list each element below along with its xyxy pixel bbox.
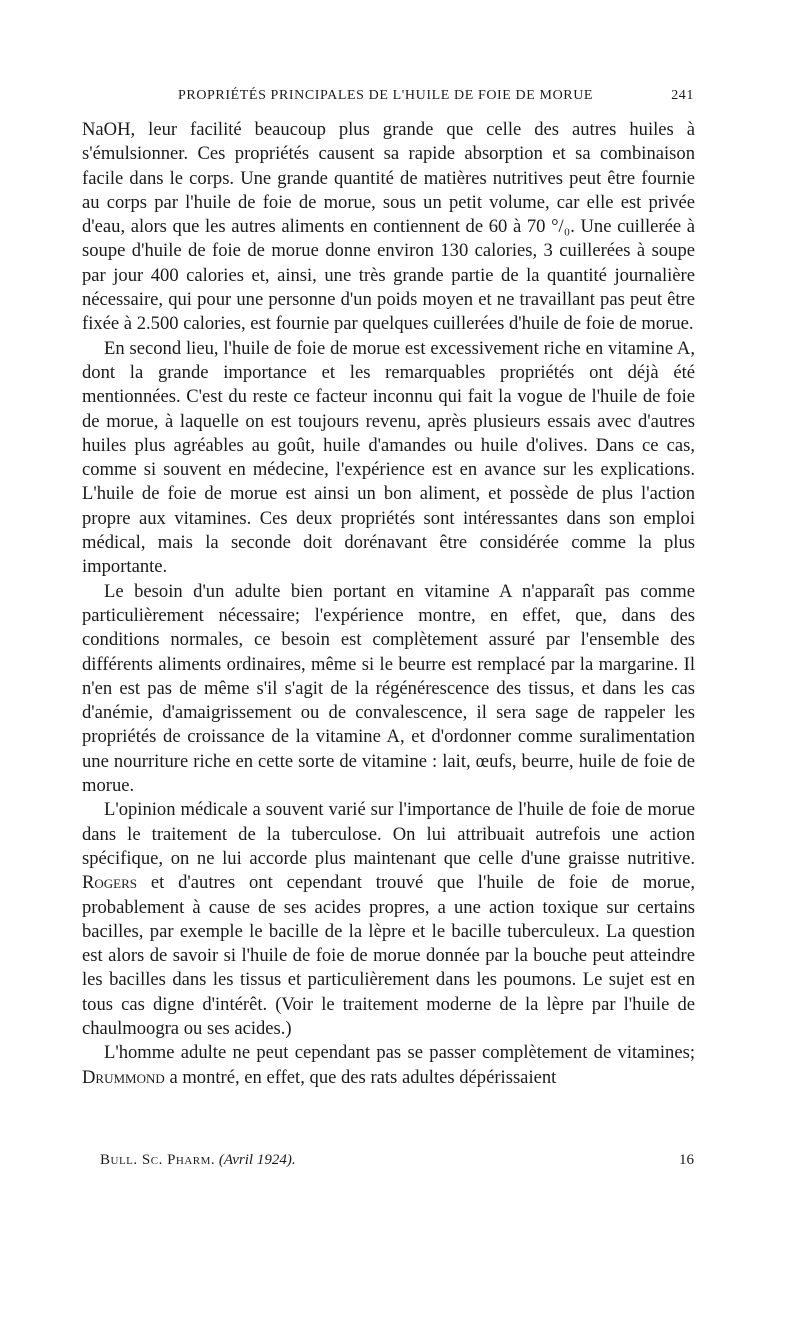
- running-title: PROPRIÉTÉS PRINCIPALES DE L'HUILE DE FOIE DE MORUE: [178, 88, 594, 103]
- paragraph-4-text-b: et d'autres ont cependant trouvé que l'huile de foie de morue, probablement à cause de ses acides propres, a une action toxique sur certains bacilles, par exemple le bacille de la lèpre et le bacille tuberculeux. La question est alors de savoir si l'huile de foie de morue donnée par la bouche peut atteindre les bacilles dans les tissus et particulièrement dans les poumons. Le sujet est en tous cas digne d'intérêt. (Voir le traitement moderne de la lèpre par l'huile de chaulmoogra ou ses acides.): [82, 872, 695, 1039]
- running-head: [82, 88, 694, 110]
- page-number: 241: [671, 88, 694, 103]
- paragraph-1: NaOH, leur facilité beaucoup plus grande que celle des autres huiles à s'émulsionner. Ces propriétés causent sa rapide absorption et sa combinaison facile dans le corps. Une grande quantité de matières nutritives peut être fournie au corps par l'huile de foie de morue, sous un petit volume, car elle est privée d'eau, alors que les autres aliments en contiennent de 60 à 70 °/₀. Une cuillerée à soupe d'huile de foie de morue donne environ 130 calories, 3 cuillerées à soupe par jour 400 calories et, ainsi, une très grande partie de la quantité journalière nécessaire, qui pour une personne d'un poids moyen et ne travaillant pas peut être fixée à 2.500 calories, est fournie par quelques cuillerées d'huile de foie de morue.: [82, 119, 695, 335]
- paragraph-3: Le besoin d'un adulte bien portant en vitamine A n'apparaît pas comme particulièrement nécessaire; l'expérience montre, en effet, que, dans des conditions normales, ce besoin est complètement assuré par l'ensemble des différents aliments ordinaires, même si le beurre est remplacé par la margarine. Il n'en est pas de même s'il s'agit de la régénérescence des tissus, et dans les cas d'anémie, d'amaigrissement ou de convalescence, il sera sage de rappeler les propriétés de croissance de la vitamine A, et d'ordonner comme suralimentation une nourriture riche en cette sorte de vitamine : lait, œufs, beurre, huile de foie de morue.: [82, 580, 695, 797]
- paragraph-4: [82, 798, 695, 1041]
- paragraph-4-text-a: L'opinion médicale a souvent varié sur l'importance de l'huile de foie de morue dans le traitement de la tuberculose. On lui attribuait autrefois une action spécifique, on ne lui accorde plus maintenant que celle d'une graisse nutritive.: [82, 799, 695, 869]
- journal-name: Bull. Sc. Pharm.: [100, 1152, 216, 1168]
- paragraph-5: [82, 1041, 695, 1090]
- paragraph-2: En second lieu, l'huile de foie de morue est excessivement riche en vitamine A, dont la grande importance et les remarquables propriétés ont déjà été mentionnées. C'est du reste ce facteur inconnu qui fait la vogue de l'huile de foie de morue, à laquelle on est toujours revenu, après plusieurs essais avec d'autres huiles plus agréables au goût, huile d'amandes ou huile d'olives. Dans ce cas, comme si souvent en médecine, l'expérience est en avance sur les explications. L'huile de foie de morue est ainsi un bon aliment, et possède de plus l'action propre aux vitamines. Ces deux propriétés sont intéressantes dans son emploi médical, mais la seconde doit dorénavant être considérée comme la plus importante.: [82, 337, 695, 578]
- author-name-rogers: Rogers: [82, 872, 138, 894]
- journal-citation: [100, 1152, 296, 1169]
- paragraph-5-text-a: L'homme adulte ne peut cependant pas se passer complètement de vitamines;: [104, 1042, 695, 1064]
- body-text: [82, 118, 695, 1090]
- paragraph-5-text-b: a montré, en effet, que des rats adultes dépérissaient: [169, 1066, 557, 1088]
- signature-number: 16: [679, 1152, 694, 1168]
- footer: [100, 1152, 694, 1174]
- author-name-drummond: Drummond: [82, 1066, 165, 1088]
- issue-date: (Avril 1924).: [218, 1152, 296, 1168]
